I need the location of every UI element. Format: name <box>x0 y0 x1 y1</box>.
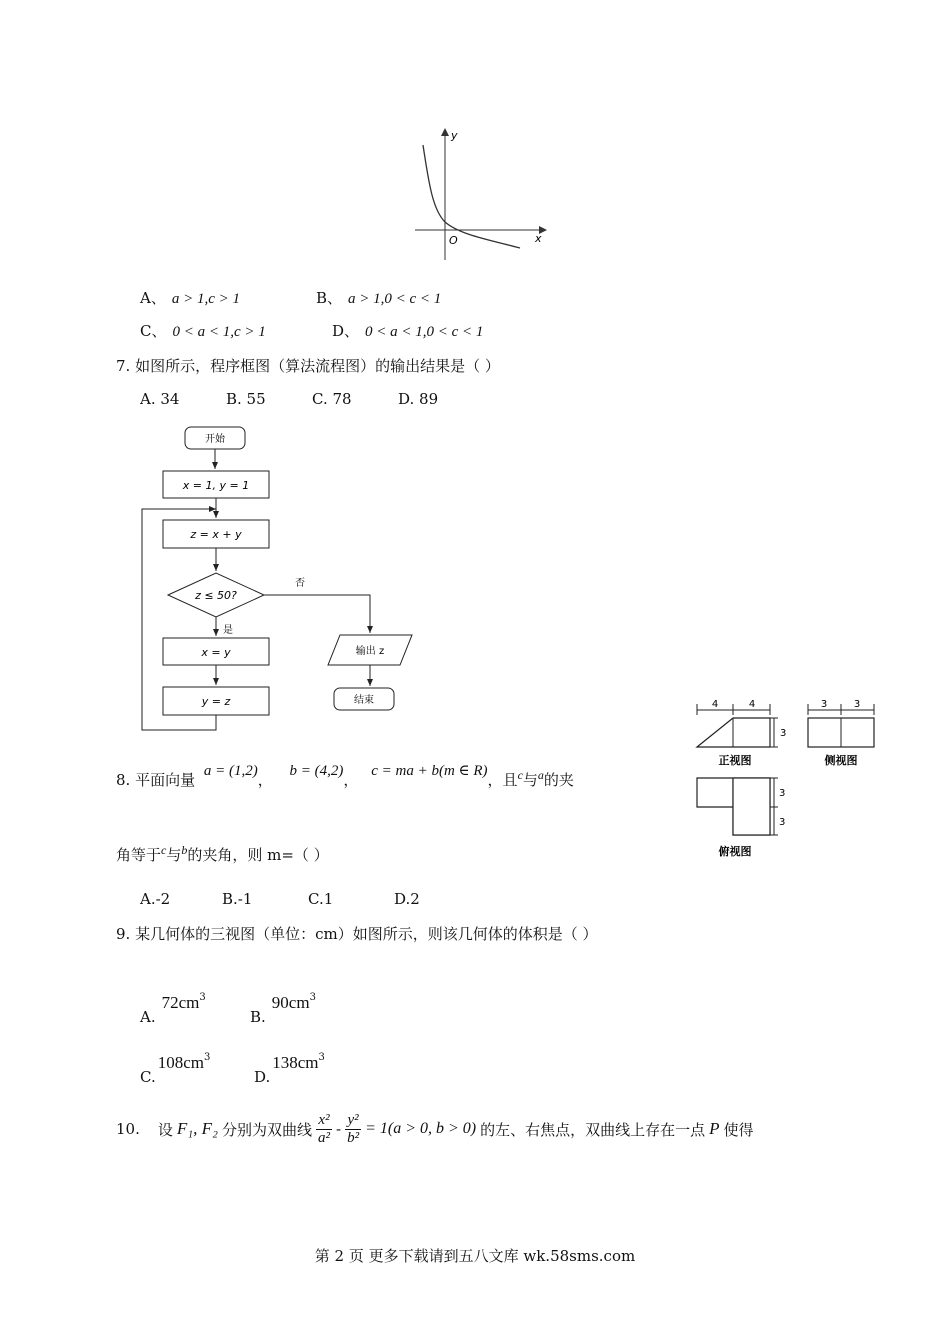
x-axis-label: x <box>535 232 542 245</box>
option-expr: 0 < a < 1,0 < c < 1 <box>365 324 484 340</box>
q8-line2-prefix: 角等于 <box>116 846 162 864</box>
flow-condition-text: z ≤ 50? <box>195 589 237 602</box>
q7-option-b[interactable]: B. 55 <box>226 390 266 408</box>
q6-option-d[interactable] <box>332 320 483 341</box>
flow-init-text: x = 1, y = 1 <box>182 479 250 492</box>
svg-text:4: 4 <box>748 699 756 710</box>
q9-option-d[interactable]: $D.138cm^3$ <box>254 1052 325 1086</box>
q7-option-c[interactable]: C. 78 <box>312 390 352 408</box>
origin-label: O <box>449 234 458 247</box>
q8-and2: 与 <box>166 846 182 864</box>
side-view-label: 侧视图 <box>824 754 858 767</box>
q10-number: 10. <box>116 1120 140 1138</box>
top-view <box>697 778 785 858</box>
q8-b2: b <box>181 843 188 857</box>
q10-foci: F₁, F₂ <box>176 1119 218 1138</box>
option-letter: C、 <box>140 322 167 340</box>
flow-assign-x-text: x = y <box>201 646 231 659</box>
top-view-label: 俯视图 <box>718 845 752 858</box>
option-letter: D、 <box>332 322 360 340</box>
q8-option-d[interactable]: D.2 <box>394 890 420 908</box>
flow-output-text: 输出 z <box>355 646 385 657</box>
q8-option-b[interactable]: B.-1 <box>222 890 253 908</box>
q8-line2 <box>116 843 329 865</box>
q8-a1: a <box>537 768 544 782</box>
y-axis-label: y <box>451 129 458 142</box>
q8-vector-c: c = ma + b(m ∈ R) <box>371 763 488 779</box>
flow-assign-y-text: y = z <box>201 695 231 708</box>
q9-option-c[interactable]: $C.108cm^3$ <box>140 1052 211 1086</box>
flow-start-text: 开始 <box>205 434 225 445</box>
q7-stem: 7. 如图所示，程序框图（算法流程图）的输出结果是（ ） <box>116 357 500 375</box>
q8-vector-a: a = (1,2) <box>203 763 258 779</box>
q10-point-p: P <box>709 1119 720 1138</box>
flow-yes-label: 是 <box>223 625 233 636</box>
q8-and1: 与 <box>522 771 538 789</box>
q6-function-graph <box>405 125 555 265</box>
svg-text:4: 4 <box>711 699 719 710</box>
q10-end: 使得 <box>723 1120 754 1139</box>
flowchart <box>135 420 425 740</box>
q9-stem: 9. 某几何体的三视图（单位：cm）如图所示，则该几何体的体积是（ ） <box>116 925 598 943</box>
q10-minus: - <box>335 1120 342 1138</box>
q8-tail1: 的夹 <box>543 771 574 789</box>
q8-tail2: 的夹角，则 m=（ ） <box>187 846 329 864</box>
q10-equation: = 1(a > 0, b > 0) <box>365 1120 477 1137</box>
q8-vector-b: b = (4,2) <box>289 763 344 779</box>
q10-mid: 分别为双曲线 <box>221 1120 312 1139</box>
q10-fraction-y: $\frac{\text{y²}}{\text{b²}}$ <box>347 1112 360 1146</box>
side-view <box>808 699 874 767</box>
q8-option-c[interactable]: C.1 <box>308 890 334 908</box>
front-view-label: 正视图 <box>718 754 752 767</box>
q10-lead: 设 <box>157 1120 173 1139</box>
front-view <box>697 699 786 767</box>
function-curve <box>423 145 520 248</box>
svg-text:3: 3 <box>779 788 786 799</box>
q8-c1: c <box>517 768 523 782</box>
option-expr: a > 1,c > 1 <box>171 291 240 307</box>
q9-option-b[interactable]: $B.90cm^3$ <box>250 992 316 1026</box>
option-letter: B、 <box>316 289 343 307</box>
flow-end-text: 结束 <box>354 695 374 706</box>
q6-option-c[interactable] <box>140 320 266 341</box>
page-footer: 第 2 页 更多下载请到五八文库 wk.58sms.com <box>314 1247 636 1265</box>
q10-line <box>116 1112 754 1146</box>
option-expr: a > 1,0 < c < 1 <box>348 291 442 307</box>
q8-option-a[interactable]: A.-2 <box>140 890 171 908</box>
q6-option-a[interactable] <box>140 287 240 308</box>
svg-text:3: 3 <box>779 817 786 828</box>
q8-c2: c <box>161 843 167 857</box>
q8-prefix: 8. 平面向量 <box>116 771 196 789</box>
option-expr: 0 < a < 1,c > 1 <box>172 324 266 340</box>
q7-option-a[interactable]: A. 34 <box>140 390 180 408</box>
q9-option-a[interactable]: $A.72cm^3$ <box>140 992 206 1026</box>
q6-option-b[interactable] <box>316 287 441 308</box>
option-letter: A、 <box>140 289 166 307</box>
q7-option-d[interactable]: D. 89 <box>398 390 439 408</box>
q10-tail: 的左、右焦点，双曲线上存在一点 <box>480 1120 706 1139</box>
q8-mid: ，且 <box>487 771 518 789</box>
flow-assign-z-text: z = x + y <box>190 528 242 541</box>
q10-fraction-x: $\frac{\text{x²}}{\text{a²}}$ <box>317 1112 330 1146</box>
svg-text:3: 3 <box>780 728 787 739</box>
q8-line1: 8. 平面向量 a = (1,2)， b = (4,2)， c = ma + b(m ∈ R)，且$^c$与$^a$的夹 <box>116 763 574 789</box>
svg-text:3: 3 <box>850 700 851 701</box>
three-views-diagram <box>690 695 890 865</box>
svg-text:3: 3 <box>853 699 861 710</box>
svg-text:3: 3 <box>820 699 828 710</box>
flow-no-label: 否 <box>295 578 305 589</box>
